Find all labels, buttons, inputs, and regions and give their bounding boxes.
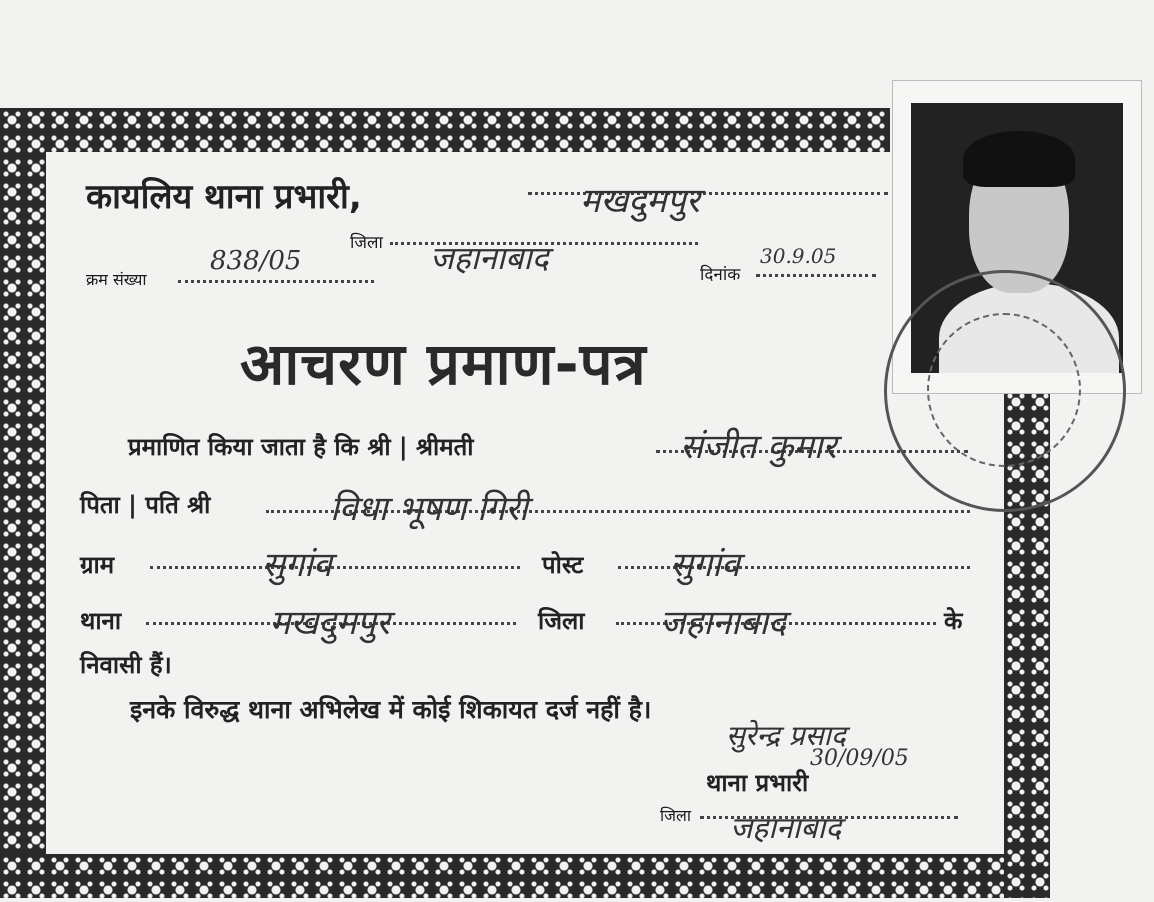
post-value: सुगांव: [670, 545, 740, 585]
village-dotted-line: [150, 566, 520, 569]
certificate-title: आचरण प्रमाण-पत्र: [240, 330, 647, 398]
father-value: विधा भूषण गिरी: [330, 489, 528, 529]
decorative-border-bottom: [0, 854, 1050, 898]
certify-label: प्रमाणित किया जाता है कि श्री | श्रीमती: [128, 433, 474, 461]
office-title: कायलिय थाना प्रभारी,: [86, 177, 362, 217]
signature-district-value: जहानाबाद: [730, 811, 842, 846]
thana-value: मखदुमपुर: [270, 603, 390, 643]
no-complaint-statement: इनके विरुद्ध थाना अभिलेख में कोई शिकायत दर्ज नहीं है।: [130, 695, 652, 724]
date-label: दिनांक: [700, 265, 741, 285]
post-label: पोस्ट: [542, 551, 584, 579]
photo-hair: [963, 131, 1075, 187]
district-label: जिला: [350, 233, 383, 253]
resident-label: निवासी हैं।: [80, 651, 172, 679]
decorative-border-left: [0, 108, 46, 878]
signature-date: 30/09/05: [810, 746, 909, 771]
village-value: सुगांव: [262, 545, 332, 585]
date-dotted-line: [756, 274, 876, 277]
thana-label: थाना: [80, 607, 122, 635]
village-label: ग्राम: [80, 551, 115, 579]
serial-value: 838/05: [210, 246, 302, 276]
decorative-border-top: [0, 108, 890, 152]
signature-designation: थाना प्रभारी: [706, 769, 809, 797]
office-value: मखदुमपुर: [580, 181, 700, 221]
name-value: संजीत कुमार: [680, 427, 837, 467]
district-value: जहानाबाद: [430, 239, 549, 277]
serial-label: क्रम संख्या: [86, 270, 147, 289]
signature-district-label: जिला: [660, 806, 692, 825]
stamp-inner-ring: [927, 313, 1081, 467]
date-value: 30.9.05: [760, 244, 837, 268]
ke-label: के: [944, 607, 963, 635]
zila-label: जिला: [538, 607, 585, 635]
serial-dotted-line: [178, 280, 374, 283]
father-label: पिता | पति श्री: [80, 491, 211, 519]
signature-name: सुरेन्द्र प्रसाद: [726, 719, 846, 752]
police-stamp-seal: [884, 270, 1126, 512]
zila-value: जहानाबाद: [660, 603, 787, 643]
